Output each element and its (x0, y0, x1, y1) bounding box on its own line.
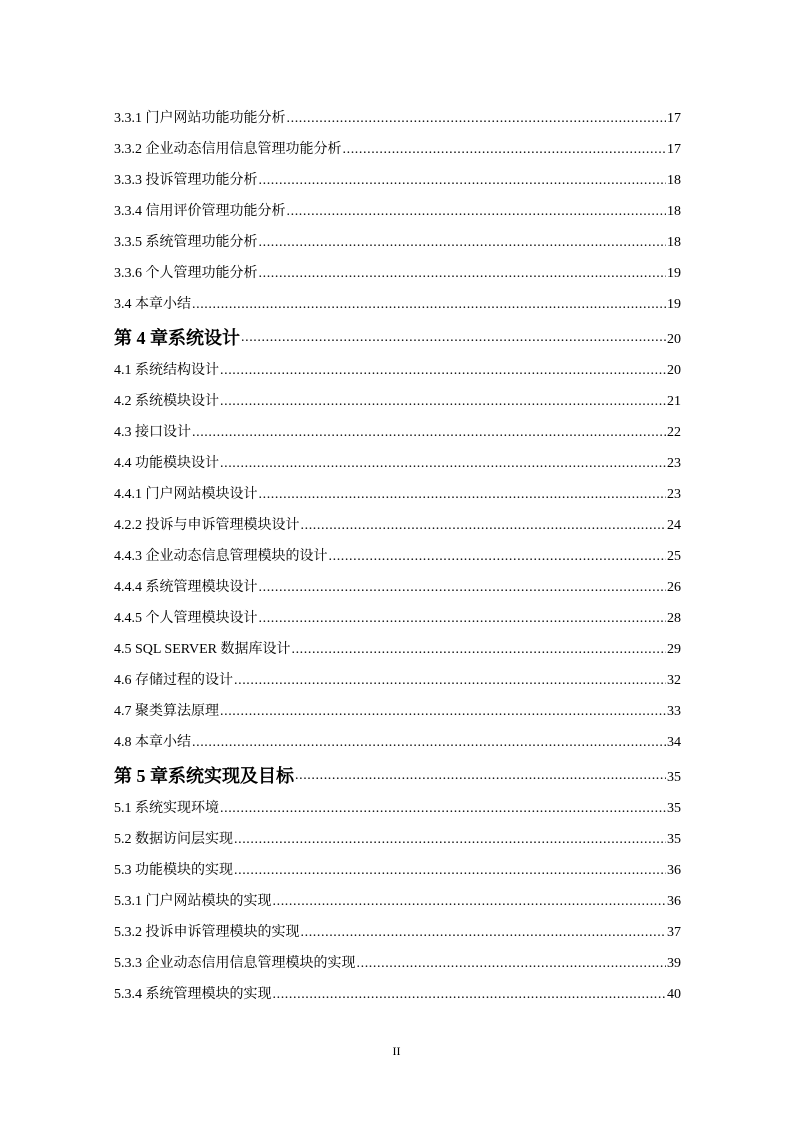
toc-entry-page: 32 (667, 673, 681, 688)
toc-entry-label: 3.4 本章小结 (114, 297, 191, 312)
toc-entry-label: 4.2 系统模块设计 (114, 394, 219, 409)
dot-leader (287, 110, 667, 127)
toc-entry-label: 5.3.3 企业动态信用信息管理模块的实现 (114, 956, 356, 971)
toc-entry-page: 23 (667, 487, 681, 502)
toc-entry-label: 4.4.5 个人管理模块设计 (114, 611, 258, 626)
toc-entry-page: 33 (667, 704, 681, 719)
toc-entry[interactable] (114, 720, 681, 751)
dot-leader (291, 641, 666, 658)
toc-entry-label: 4.5 SQL SERVER 数据库设计 (114, 642, 291, 657)
toc-entry-label: 3.3.3 投诉管理功能分析 (114, 173, 258, 188)
toc-entry-page: 35 (667, 770, 681, 785)
toc-entry-page: 23 (667, 456, 681, 471)
toc-entry[interactable] (114, 910, 681, 941)
table-of-contents (114, 96, 681, 1003)
toc-entry-label: 5.2 数据访问层实现 (114, 832, 233, 847)
toc-entry[interactable] (114, 96, 681, 127)
toc-entry-label: 3.3.5 系统管理功能分析 (114, 235, 258, 250)
toc-entry-label: 3.3.4 信用评价管理功能分析 (114, 204, 286, 219)
toc-entry-page: 26 (667, 580, 681, 595)
toc-entry-label: 4.6 存储过程的设计 (114, 673, 233, 688)
toc-entry-label: 5.3.4 系统管理模块的实现 (114, 987, 272, 1002)
toc-entry[interactable] (114, 348, 681, 379)
toc-entry-label: 4.2.2 投诉与申诉管理模块设计 (114, 518, 300, 533)
toc-entry[interactable] (114, 848, 681, 879)
toc-entry-page: 20 (667, 332, 681, 347)
toc-entry-label: 3.3.1 门户网站功能功能分析 (114, 111, 286, 126)
toc-entry-page: 20 (667, 363, 681, 378)
dot-leader (220, 703, 666, 720)
toc-entry-label: 4.8 本章小结 (114, 735, 191, 750)
toc-entry-page: 19 (667, 297, 681, 312)
toc-entry-page: 17 (667, 111, 681, 126)
toc-entry[interactable] (114, 658, 681, 689)
toc-entry-label: 4.1 系统结构设计 (114, 363, 219, 378)
toc-entry-page: 29 (667, 642, 681, 657)
toc-entry-page: 22 (667, 425, 681, 440)
dot-leader (259, 172, 667, 189)
toc-entry-page: 18 (667, 235, 681, 250)
toc-entry-label: 3.3.6 个人管理功能分析 (114, 266, 258, 281)
dot-leader (259, 579, 667, 596)
toc-entry[interactable] (114, 441, 681, 472)
toc-entry-page: 18 (667, 173, 681, 188)
toc-entry[interactable] (114, 472, 681, 503)
toc-entry-page: 21 (667, 394, 681, 409)
toc-entry[interactable] (114, 879, 681, 910)
page-number: II (392, 1044, 401, 1058)
toc-entry-label: 5.3 功能模块的实现 (114, 863, 233, 878)
dot-leader (220, 393, 666, 410)
toc-entry[interactable] (114, 189, 681, 220)
dot-leader (234, 831, 666, 848)
toc-chapter-entry[interactable] (114, 751, 681, 786)
toc-entry-page: 34 (667, 735, 681, 750)
dot-leader (301, 517, 667, 534)
toc-chapter-label: 第 5 章系统实现及目标 (114, 766, 294, 786)
toc-entry-page: 39 (667, 956, 681, 971)
toc-entry[interactable] (114, 220, 681, 251)
toc-entry-label: 5.3.2 投诉申诉管理模块的实现 (114, 925, 300, 940)
toc-entry-page: 35 (667, 832, 681, 847)
toc-entry[interactable] (114, 565, 681, 596)
toc-entry-page: 17 (667, 142, 681, 157)
toc-entry[interactable] (114, 817, 681, 848)
toc-entry-page: 18 (667, 204, 681, 219)
toc-entry-label: 4.3 接口设计 (114, 425, 191, 440)
dot-leader (287, 203, 667, 220)
dot-leader (220, 455, 666, 472)
toc-entry-page: 37 (667, 925, 681, 940)
dot-leader (234, 672, 666, 689)
toc-entry-label: 3.3.2 企业动态信用信息管理功能分析 (114, 142, 342, 157)
toc-entry[interactable] (114, 689, 681, 720)
toc-entry-page: 35 (667, 801, 681, 816)
toc-entry[interactable] (114, 282, 681, 313)
dot-leader (234, 862, 666, 879)
dot-leader (192, 424, 666, 441)
dot-leader (259, 486, 667, 503)
dot-leader (273, 986, 667, 1003)
toc-entry-page: 36 (667, 863, 681, 878)
dot-leader (343, 141, 667, 158)
dot-leader (220, 362, 666, 379)
dot-leader (259, 265, 667, 282)
toc-entry-page: 36 (667, 894, 681, 909)
toc-entry-label: 4.4 功能模块设计 (114, 456, 219, 471)
toc-entry[interactable] (114, 410, 681, 441)
toc-entry[interactable] (114, 251, 681, 282)
toc-entry[interactable] (114, 534, 681, 565)
dot-leader (192, 296, 666, 313)
toc-entry-label: 4.4.3 企业动态信息管理模块的设计 (114, 549, 328, 564)
toc-entry-label: 4.4.4 系统管理模块设计 (114, 580, 258, 595)
dot-leader (329, 548, 667, 565)
toc-entry-label: 4.4.1 门户网站模块设计 (114, 487, 258, 502)
toc-entry-page: 19 (667, 266, 681, 281)
dot-leader (241, 331, 666, 348)
toc-entry[interactable] (114, 596, 681, 627)
dot-leader (301, 924, 667, 941)
toc-entry-label: 5.3.1 门户网站模块的实现 (114, 894, 272, 909)
toc-entry-label: 4.7 聚类算法原理 (114, 704, 219, 719)
toc-chapter-label: 第 4 章系统设计 (114, 328, 240, 348)
toc-entry[interactable] (114, 158, 681, 189)
toc-entry[interactable] (114, 972, 681, 1003)
dot-leader (259, 234, 667, 251)
toc-entry[interactable] (114, 127, 681, 158)
dot-leader (192, 734, 666, 751)
toc-entry-page: 25 (667, 549, 681, 564)
toc-entry[interactable] (114, 786, 681, 817)
dot-leader (357, 955, 667, 972)
dot-leader (273, 893, 667, 910)
toc-entry-page: 24 (667, 518, 681, 533)
toc-entry-page: 28 (667, 611, 681, 626)
dot-leader (220, 800, 666, 817)
toc-entry[interactable] (114, 379, 681, 410)
toc-entry[interactable] (114, 627, 681, 658)
toc-entry-label: 5.1 系统实现环境 (114, 801, 219, 816)
dot-leader (259, 610, 667, 627)
toc-entry[interactable] (114, 503, 681, 534)
toc-entry-page: 40 (667, 987, 681, 1002)
toc-entry[interactable] (114, 941, 681, 972)
toc-chapter-entry[interactable] (114, 313, 681, 348)
dot-leader (295, 769, 666, 786)
